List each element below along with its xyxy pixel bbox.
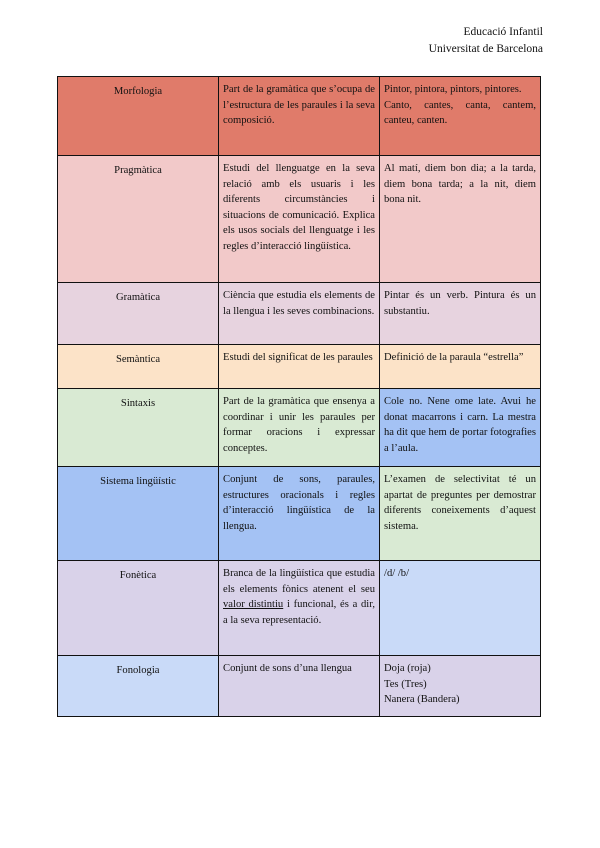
- example-cell: [380, 345, 541, 389]
- page-header: [429, 24, 543, 58]
- definition-cell: [219, 561, 380, 656]
- example-cell: [380, 77, 541, 156]
- example-cell: [380, 561, 541, 656]
- example-cell: [380, 389, 541, 467]
- definition-cell: Conjunt de sons, paraules, estructures oracionals i regles d’interacció lingüística de la llengua.: [219, 467, 380, 561]
- definition-underlined: valor distintiu: [223, 599, 284, 611]
- example-line: Doja (roja): [384, 663, 431, 674]
- definition-cell: Estudi del llenguatge en la seva relació amb els usuaris i les diferents circumstàncies i situacions de comunicació. Explica els usos socials del llenguatge i les regles d’interacció lingüística.: [219, 156, 380, 283]
- example-cell: [380, 467, 541, 561]
- example-line: Pintor, pintora, pintors, pintores.: [384, 84, 522, 95]
- term-cell: Pragmàtica: [58, 156, 219, 283]
- term-cell: Morfologia: [58, 77, 219, 156]
- table-row: [58, 77, 541, 156]
- term-cell: Gramàtica: [58, 283, 219, 345]
- definition-cell: Ciència que estudia els elements de la llengua i les seves combinacions.: [219, 283, 380, 345]
- table-row: [58, 156, 541, 283]
- example-cell: [380, 156, 541, 283]
- example-line: L’examen de selectivitat té un apartat de preguntes per demostrar diferents coneixements d’aquest sistema.: [384, 474, 536, 532]
- example-line: Al matí, diem bon dia; a la tarda, diem bona tarda; a la nit, diem bona nit.: [384, 163, 536, 206]
- linguistics-table: [57, 76, 541, 717]
- example-line: Pintar és un verb. Pintura és un substantiu.: [384, 290, 536, 317]
- definition-text: i funcional, és a dir, a la seva representació.: [223, 599, 375, 626]
- header-university: Universitat de Barcelona: [428, 43, 543, 55]
- example-line: Tes (Tres): [384, 678, 427, 690]
- example-line: Definició de la paraula “estrella”: [384, 352, 524, 363]
- table-row: [58, 283, 541, 345]
- table-row: [58, 345, 541, 389]
- example-line: /d/ /b/: [384, 568, 410, 579]
- table-row: [58, 467, 541, 561]
- term-cell: Fonologia: [58, 656, 219, 717]
- table-row: [58, 656, 541, 717]
- header-course: Educació Infantil: [463, 26, 543, 38]
- example-cell: [380, 283, 541, 345]
- definition-cell: Estudi del significat de les paraules: [219, 345, 380, 389]
- definition-cell: Conjunt de sons d’una llengua: [219, 656, 380, 717]
- example-line: Cole no. Nene ome late. Avui he donat macarrons i carn. La mestra ha dit que hem de portar fotografies a l’aula.: [384, 396, 536, 454]
- term-cell: Semàntica: [58, 345, 219, 389]
- example-line: Canto, cantes, canta, cantem, canteu, canten.: [384, 99, 536, 127]
- term-cell: Sintaxis: [58, 389, 219, 467]
- table-row: [58, 561, 541, 656]
- term-cell: Fonètica: [58, 561, 219, 656]
- definition-cell: Part de la gramàtica que ensenya a coordinar i unir les paraules per formar oracions i expressar conceptes.: [219, 389, 380, 467]
- definition-cell: Part de la gramàtica que s’ocupa de l’estructura de les paraules i la seva composició.: [219, 77, 380, 156]
- example-line: Nanera (Bandera): [384, 694, 460, 706]
- example-cell: [380, 656, 541, 717]
- term-cell: Sistema lingüístic: [58, 467, 219, 561]
- table-row: [58, 389, 541, 467]
- definition-text: Branca de la lingüística que estudia els elements fònics atenent el seu: [223, 568, 375, 595]
